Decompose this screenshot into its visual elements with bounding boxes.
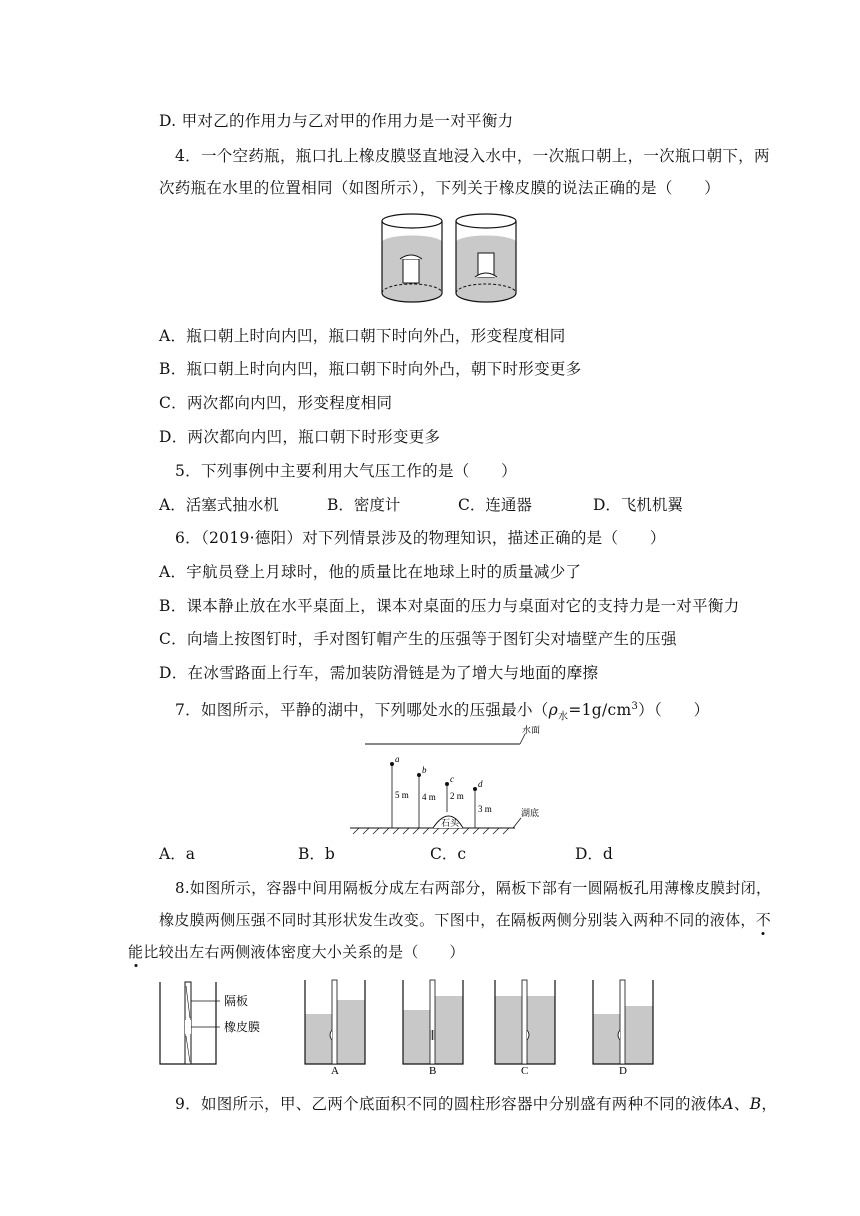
q7-lake-figure bbox=[345, 722, 550, 837]
q7-point-d-label: d bbox=[478, 779, 483, 789]
q8-containers-figure bbox=[158, 978, 658, 1077]
q8-emphasis-neng: 能 bbox=[128, 943, 144, 961]
q5-option-a: A．活塞式抽水机 bbox=[159, 496, 279, 514]
q8-label-c: C bbox=[521, 1065, 529, 1077]
q9-end: ， bbox=[761, 1095, 778, 1113]
q4-option-d: D．两次都向内凹，瓶口朝下时形变更多 bbox=[159, 428, 441, 446]
q8-stem-line3-text: 比较出左右两侧液体密度大小关系的是（ ） bbox=[143, 943, 465, 961]
q7-rho: ρ bbox=[548, 701, 558, 720]
q9-var-b: B bbox=[749, 1095, 762, 1113]
q4-stem-line2: 次药瓶在水里的位置相同（如图所示），下列关于橡皮膜的说法正确的是（ ） bbox=[159, 179, 721, 197]
q9-stem-text: 9．如图所示，甲、乙两个底面积不同的圆柱形容器中分别盛有两种不同的液体 bbox=[175, 1095, 723, 1113]
q7-stem-b: ）（ ） bbox=[638, 701, 710, 720]
q7-point-a-label: a bbox=[395, 754, 400, 764]
q8-container-a bbox=[305, 980, 365, 1077]
q3-option-d: D. 甲对乙的作用力与乙对甲的作用力是一对平衡力 bbox=[159, 112, 514, 130]
q7-surface-label: 水面 bbox=[522, 725, 541, 735]
q4-option-b: B．瓶口朝上时向内凹，瓶口朝下时向外凸，朝下时形变更多 bbox=[159, 360, 582, 378]
q7-depth-d: 3 m bbox=[478, 804, 492, 814]
q7-depth-b: 4 m bbox=[422, 792, 436, 802]
q5-option-c: C．连通器 bbox=[458, 496, 532, 514]
q9-stem bbox=[175, 1094, 777, 1114]
q6-stem: 6．（2019·德阳）对下列情景涉及的物理知识，描述正确的是（ ） bbox=[175, 529, 666, 547]
q8-stem-line1: 8.如图所示，容器中间用隔板分成左右两部分，隔板下部有一圆隔板孔用薄橡皮膜封闭， bbox=[175, 879, 772, 897]
q8-container-c bbox=[495, 980, 555, 1077]
q4-jar-down bbox=[456, 214, 516, 302]
q6-option-c: C．向墙上按图钉时，手对图钉帽产生的压强等于图钉尖对墙壁产生的压强 bbox=[159, 630, 677, 648]
q7-option-a: A．a bbox=[159, 845, 195, 863]
q7-rho-sup: 3 bbox=[631, 701, 639, 712]
q4-jar-up bbox=[382, 214, 442, 302]
q8-emphasis-bu: 不 bbox=[755, 911, 772, 929]
q7-point-c-label: c bbox=[450, 774, 454, 784]
q8-reference-container bbox=[160, 982, 260, 1064]
q6-option-b: B．课本静止放在水平桌面上，课本对桌面的压力与桌面对它的支持力是一对平衡力 bbox=[159, 597, 740, 615]
q4-option-c: C．两次都向内凹，形变程度相同 bbox=[159, 394, 393, 412]
q8-label-d: D bbox=[619, 1065, 627, 1077]
q7-stone-label: 石头 bbox=[441, 818, 460, 828]
q4-stem-line1: 4．一个空药瓶，瓶口扎上橡皮膜竖直地浸入水中，一次瓶口朝上，一次瓶口朝下，两 bbox=[175, 147, 770, 165]
q6-option-a: A．宇航员登上月球时，他的质量比在地球上时的质量减少了 bbox=[159, 563, 582, 581]
q7-point-b-label: b bbox=[422, 765, 427, 775]
q4-bottles-figure bbox=[378, 213, 518, 309]
q8-label-b: B bbox=[429, 1065, 437, 1077]
q9-var-a: A bbox=[722, 1095, 734, 1113]
q5-option-d: D．飞机机翼 bbox=[593, 496, 683, 514]
q5-option-b: B．密度计 bbox=[327, 496, 401, 514]
q7-option-d: D．d bbox=[575, 845, 613, 863]
q7-rho-val: =1g/cm bbox=[568, 701, 632, 720]
q7-bottom-hatch bbox=[353, 828, 509, 834]
q9-sep: 、 bbox=[733, 1095, 750, 1113]
q7-option-c: C．c bbox=[430, 845, 467, 863]
q7-depth-a: 5 m bbox=[395, 790, 409, 800]
q7-depth-c: 2 m bbox=[450, 791, 464, 801]
q8-label-membrane: 橡皮膜 bbox=[224, 1020, 261, 1034]
q8-label-a: A bbox=[331, 1065, 339, 1077]
q7-rho-sub: 水 bbox=[558, 711, 569, 723]
q7-stem-a: 7．如图所示，平静的湖中，下列哪处水的压强最小（ bbox=[175, 701, 549, 720]
q8-stem-line2 bbox=[159, 910, 771, 930]
q4-option-a: A．瓶口朝上时向内凹，瓶口朝下时向外凸，形变程度相同 bbox=[159, 327, 566, 345]
q8-container-b bbox=[403, 980, 463, 1077]
q6-option-d: D．在冰雪路面上行车，需加装防滑链是为了增大与地面的摩擦 bbox=[159, 664, 599, 682]
q8-stem-line2-text: 橡皮膜两侧压强不同时其形状发生改变。下图中，在隔板两侧分别装入两种不同的液体， bbox=[159, 911, 756, 929]
q7-option-b: B．b bbox=[298, 845, 335, 863]
q8-stem-line3 bbox=[128, 942, 465, 962]
q7-bottom-label: 湖底 bbox=[521, 808, 540, 818]
q5-stem: 5．下列事例中主要利用大气压工作的是（ ） bbox=[175, 462, 517, 480]
q8-label-partition: 隔板 bbox=[224, 994, 249, 1008]
q8-container-d bbox=[593, 980, 653, 1077]
